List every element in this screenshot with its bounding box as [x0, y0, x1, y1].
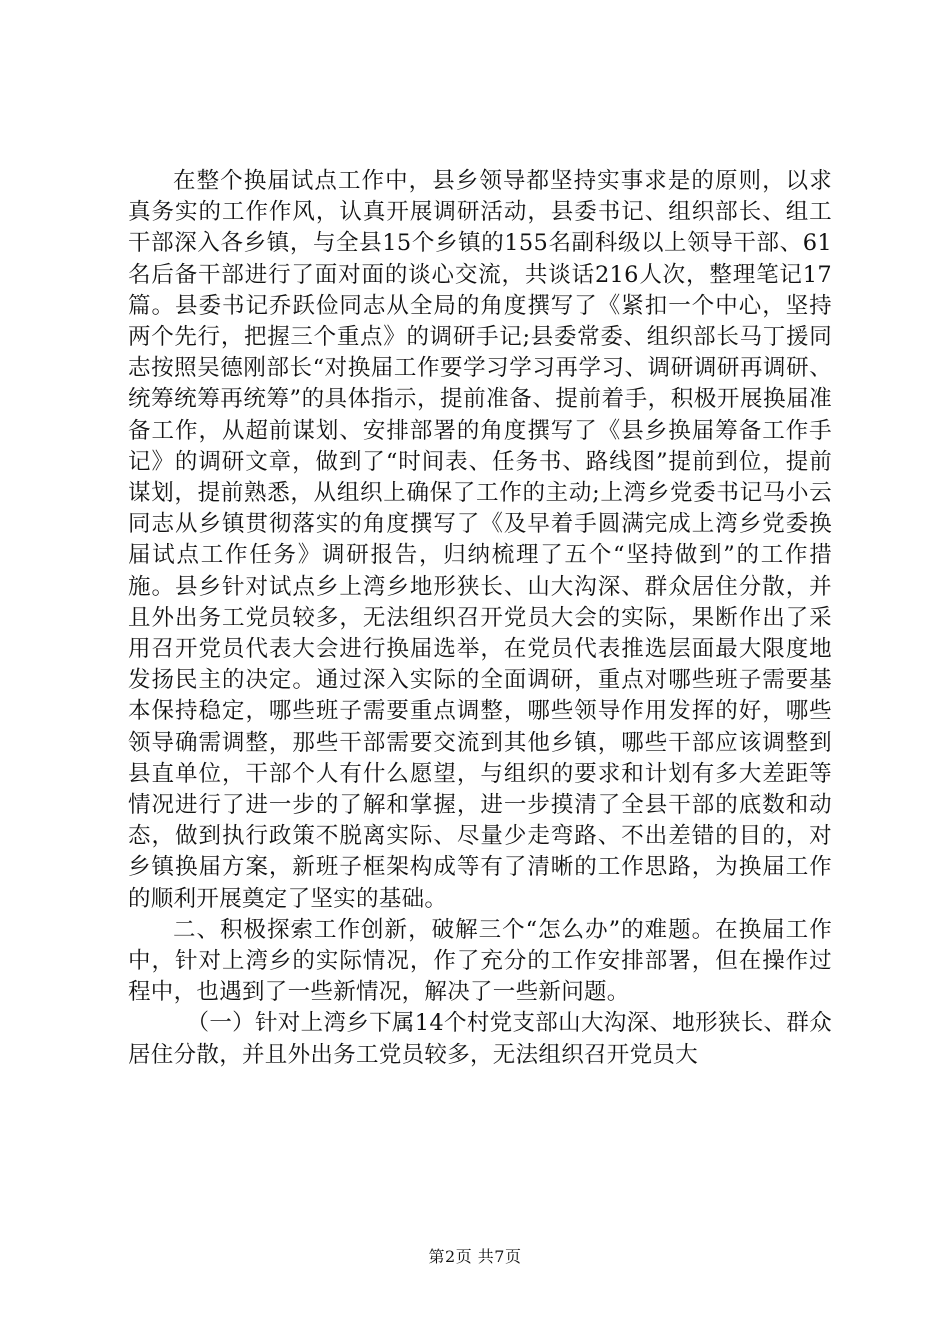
paragraph-section-two: 二、积极探索工作创新，破解三个“怎么办”的难题。在换届工作中，针对上湾乡的实际情况，作了充分的工作安排部署，但在操作过程中，也遇到了一些新情况，解决了一些新问题。	[128, 916, 832, 1006]
page-number-label: 第2页 共7页	[428, 1247, 522, 1266]
document-body	[128, 166, 832, 1071]
page-footer	[0, 1247, 950, 1267]
paragraph-research: 在整个换届试点工作中，县乡领导都坚持实事求是的原则，以求真务实的工作作风，认真开展调研活动，县委书记、组织部长、组工干部深入各乡镇，与全县15个乡镇的155名副科级以上领导干部、61名后备干部进行了面对面的谈心交流，共谈话216人次，整理笔记17篇。县委书记乔跃俭同志从全局的角度撰写了《紧扣一个中心，坚持两个先行，把握三个重点》的调研手记;县委常委、组织部长马丁援同志按照吴德刚部长“对换届工作要学习学习再学习、调研调研再调研、统筹统筹再统筹”的具体指示，提前准备、提前着手，积极开展换届准备工作，从超前谋划、安排部署的角度撰写了《县乡换届筹备工作手记》的调研文章，做到了“时间表、任务书、路线图”提前到位，提前谋划，提前熟悉，从组织上确保了工作的主动;上湾乡党委书记马小云同志从乡镇贯彻落实的角度撰写了《及早着手圆满完成上湾乡党委换届试点工作任务》调研报告，归纳梳理了五个“坚持做到”的工作措施。县乡针对试点乡上湾乡地形狭长、山大沟深、群众居住分散，并且外出务工党员较多，无法组织召开党员大会的实际，果断作出了采用召开党员代表大会进行换届选举，在党员代表推选层面最大限度地发扬民主的决定。通过深入实际的全面调研，重点对哪些班子需要基本保持稳定，哪些班子需要重点调整，哪些领导作用发挥的好，哪些领导确需调整，那些干部需要交流到其他乡镇，哪些干部应该调整到县直单位，干部个人有什么愿望，与组织的要求和计划有多大差距等情况进行了进一步的了解和掌握，进一步摸清了全县干部的底数和动态，做到执行政策不脱离实际、尽量少走弯路、不出差错的目的，对乡镇换届方案，新班子框架构成等有了清晰的工作思路，为换届工作的顺利开展奠定了坚实的基础。	[128, 168, 832, 912]
paragraph-subsection-one: （一）针对上湾乡下属14个村党支部山大沟深、地形狭长、群众居住分散，并且外出务工党员较多，无法组织召开党员大	[128, 1010, 832, 1068]
